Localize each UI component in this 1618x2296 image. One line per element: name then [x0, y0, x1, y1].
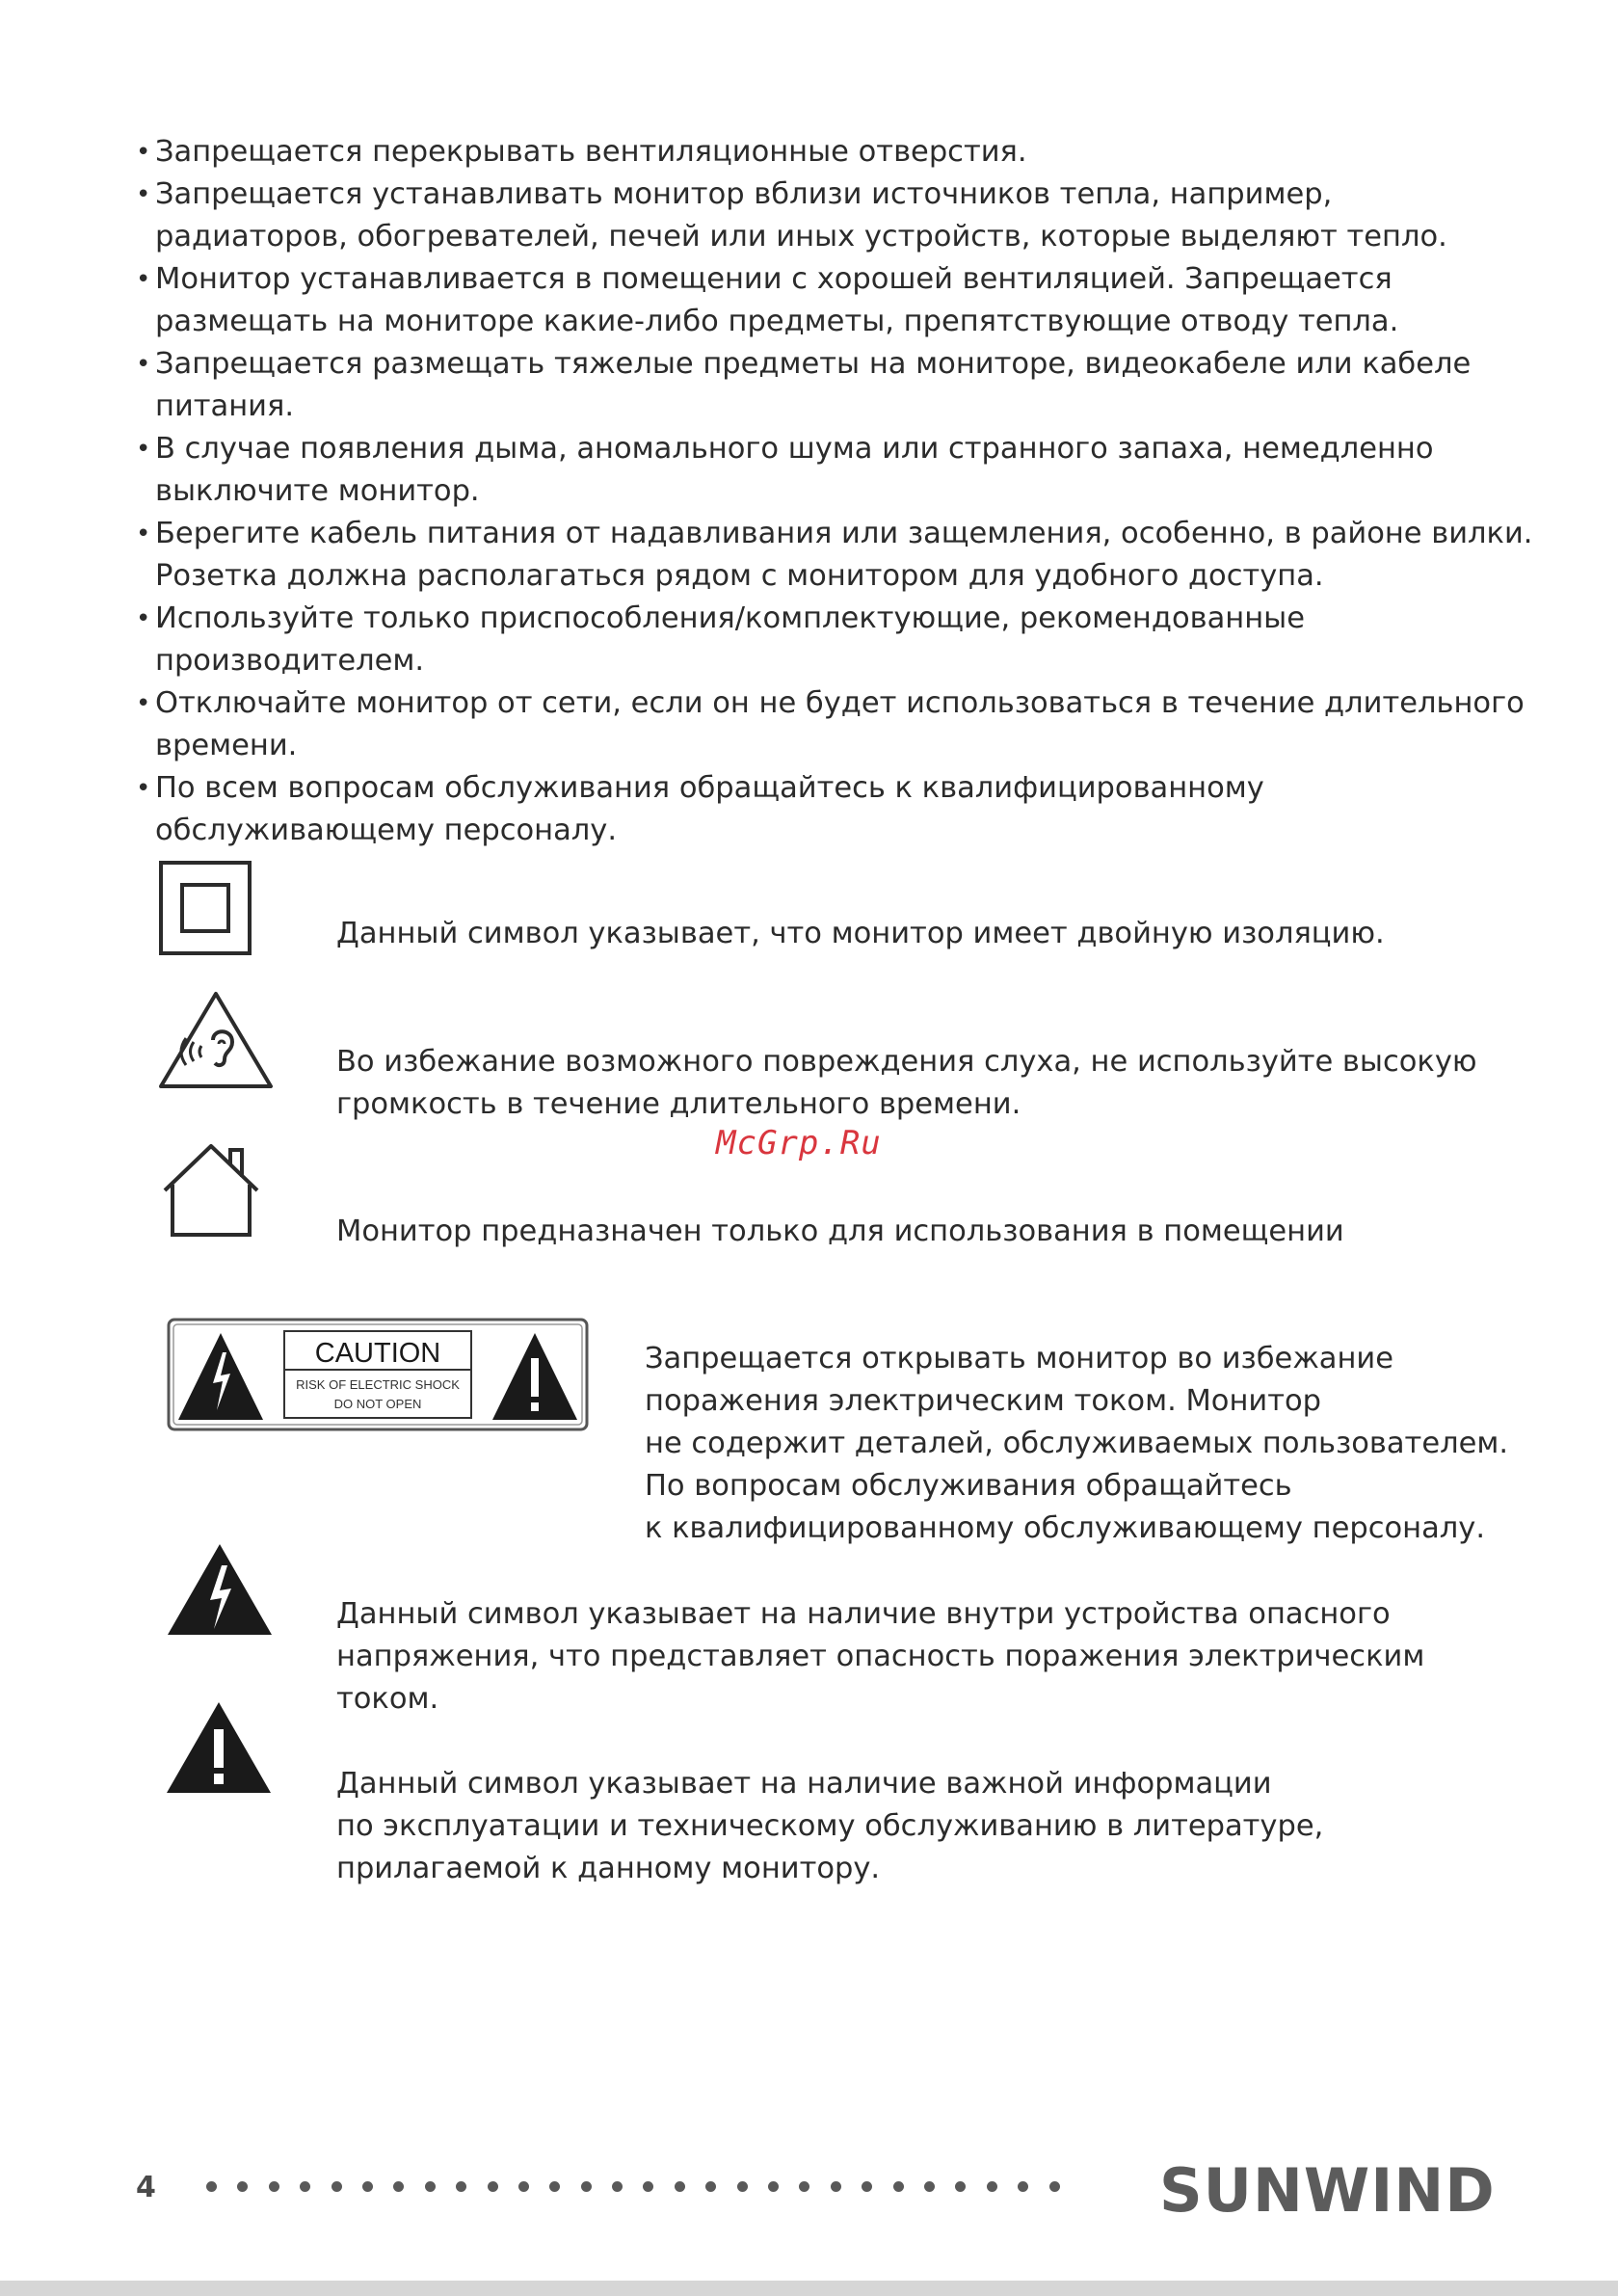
- bottom-edge: [0, 2281, 1618, 2296]
- safety-bullet-item: [136, 174, 1504, 258]
- footer-dot: [768, 2181, 779, 2192]
- bullet-line: размещать на мониторе какие-либо предметы, препятствующие отводу тепла.: [155, 305, 1399, 338]
- house-icon: [159, 1142, 263, 1239]
- footer-dot: [643, 2181, 653, 2192]
- bullet-line: производителем.: [155, 644, 425, 678]
- safety-bullet-item: [136, 682, 1525, 767]
- safety-bullet-item: [136, 598, 1504, 682]
- footer-dot: [705, 2181, 716, 2192]
- bullet-line: • Используйте только приспособления/комплектующие, рекомендованные: [155, 601, 1305, 635]
- bullet-line: • Монитор устанавливается в помещении с хорошей вентиляцией. Запрещается: [155, 262, 1393, 296]
- footer-dot: [332, 2181, 342, 2192]
- bullet-line: времени.: [155, 729, 298, 762]
- safety-bullet-item: [136, 513, 1533, 598]
- footer-dots-divider: [206, 2181, 1060, 2192]
- high-voltage-text: Данный символ указывает на наличие внутри устройства опасного напряжения, что представляет опасность поражения электрическим током.: [336, 1597, 1425, 1716]
- bullet-line: питания.: [155, 389, 295, 423]
- caution-text: Запрещается открывать монитор во избежание поражения электрическим током. Монитор не содержит деталей, обслуживаемых пользователем. По вопросам обслуживания обращайтесь к квалифицированному обслуживающему персоналу.: [645, 1342, 1509, 1545]
- safety-bullet-item: [136, 343, 1504, 428]
- bullet-line: Розетка должна располагаться рядом с монитором для удобного доступа.: [155, 559, 1324, 593]
- footer-dot: [393, 2181, 404, 2192]
- safety-bullet-list: [136, 131, 1533, 852]
- footer-dot: [737, 2181, 748, 2192]
- bullet-line: радиаторов, обогревателей, печей или иных устройств, которые выделяют тепло.: [155, 220, 1447, 254]
- footer-dot: [987, 2181, 997, 2192]
- bullet-line: • По всем вопросам обслуживания обращайтесь к квалифицированному: [155, 771, 1264, 805]
- footer-dot: [831, 2181, 841, 2192]
- safety-bullet-item: [136, 767, 1504, 852]
- footer-dot: [269, 2181, 279, 2192]
- exclamation-warning-icon: [165, 1700, 273, 1795]
- hearing-warning-icon: [157, 990, 275, 1090]
- page-number: 4: [136, 2171, 156, 2204]
- footer-dot: [300, 2181, 310, 2192]
- caution-line-2: DO NOT OPEN: [333, 1397, 422, 1411]
- bullet-line: выключите монитор.: [155, 474, 480, 508]
- footer-dot: [362, 2181, 373, 2192]
- footer-dot: [237, 2181, 248, 2192]
- safety-bullet-item: [136, 131, 1504, 174]
- footer-dot: [1018, 2181, 1028, 2192]
- double-insulation-icon: [159, 861, 252, 955]
- footer-dot: [549, 2181, 560, 2192]
- bullet-line: • Запрещается размещать тяжелые предметы на мониторе, видеокабеле или кабеле: [155, 347, 1472, 381]
- bullet-line: • Берегите кабель питания от надавливания или защемления, особенно, в районе вилки.: [155, 517, 1533, 550]
- footer-dot: [1049, 2181, 1060, 2192]
- bullet-line: • Запрещается перекрывать вентиляционные отверстия.: [155, 135, 1027, 169]
- footer-dot: [862, 2181, 872, 2192]
- caution-title: CAUTION: [314, 1338, 441, 1369]
- footer-dot: [488, 2181, 498, 2192]
- bullet-line: обслуживающему персоналу.: [155, 814, 618, 847]
- brand-logo: SUNWIND: [1159, 2155, 1496, 2226]
- footer-dot: [425, 2181, 436, 2192]
- watermark: McGrp.Ru: [716, 1124, 882, 1162]
- footer-dot: [924, 2181, 935, 2192]
- important-info-text: Данный символ указывает на наличие важной информации по эксплуатации и техническому обслуживанию в литературе, прилагаемой к данному монитору.: [336, 1767, 1324, 1885]
- bullet-line: • Отключайте монитор от сети, если он не будет использоваться в течение длительного: [155, 686, 1525, 720]
- footer-dot: [581, 2181, 592, 2192]
- bullet-line: • Запрещается устанавливать монитор вблизи источников тепла, например,: [155, 177, 1333, 211]
- indoor-use-text: Монитор предназначен только для использования в помещении: [336, 1215, 1344, 1248]
- footer-dot: [675, 2181, 685, 2192]
- footer-dot: [799, 2181, 809, 2192]
- footer-dot: [206, 2181, 217, 2192]
- bullet-line: • В случае появления дыма, аномального шума или странного запаха, немедленно: [155, 432, 1434, 466]
- caution-label-icon: [167, 1318, 589, 1431]
- footer-dot: [456, 2181, 466, 2192]
- footer-dot: [612, 2181, 623, 2192]
- safety-bullet-item: [136, 258, 1504, 343]
- footer-dot: [955, 2181, 966, 2192]
- footer-dot: [518, 2181, 529, 2192]
- double-insulation-text: Данный символ указывает, что монитор имеет двойную изоляцию.: [336, 917, 1385, 950]
- hearing-warning-text: Во избежание возможного повреждения слуха, не используйте высокую громкость в течение длительного времени.: [336, 1045, 1477, 1121]
- safety-bullet-item: [136, 428, 1504, 513]
- footer-dot: [893, 2181, 904, 2192]
- caution-line-1: RISK OF ELECTRIC SHOCK: [296, 1377, 460, 1392]
- high-voltage-icon: [166, 1542, 274, 1637]
